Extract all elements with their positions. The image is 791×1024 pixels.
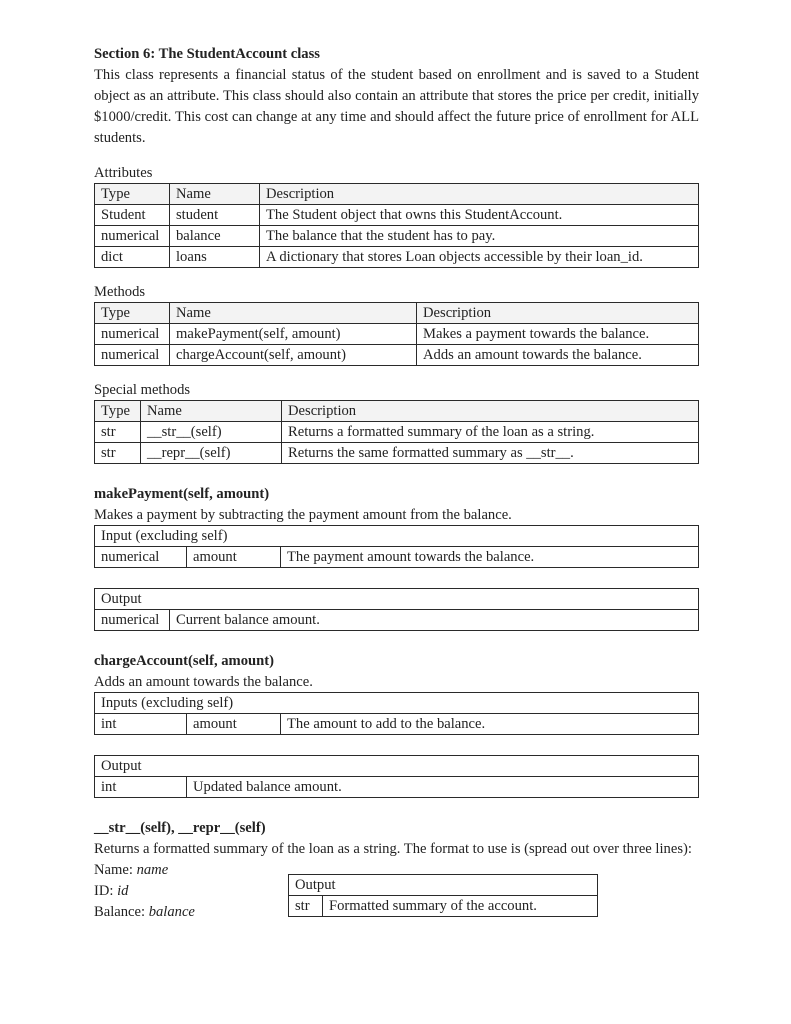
make-payment-description: Makes a payment by subtracting the payment amount from the balance.: [94, 507, 512, 523]
table-cell: The balance that the student has to pay.: [260, 226, 699, 247]
format-key: Name:: [94, 862, 137, 878]
table-row: [95, 547, 699, 568]
section-title: Section 6: The StudentAccount class: [94, 46, 320, 62]
format-key: ID:: [94, 883, 118, 899]
charge-account-description: Adds an amount towards the balance.: [94, 674, 313, 690]
attributes-label: Attributes: [94, 165, 153, 181]
table-cell: The payment amount towards the balance.: [281, 547, 699, 568]
table-row: [95, 443, 699, 464]
table-row: [289, 896, 598, 917]
table-cell: str: [95, 443, 141, 464]
table-cell: Makes a payment towards the balance.: [417, 324, 699, 345]
header-cell: Inputs (excluding self): [95, 693, 699, 714]
header-cell: Description: [417, 303, 699, 324]
table-row: [95, 422, 699, 443]
str-repr-output-table: [288, 874, 598, 917]
table-row: [95, 714, 699, 735]
table-header-row: [95, 184, 699, 205]
header-cell: Type: [95, 303, 170, 324]
charge-account-input-table: [94, 692, 699, 735]
special-methods-table: [94, 400, 699, 464]
methods-table: [94, 302, 699, 366]
table-cell: Returns a formatted summary of the loan as a string.: [282, 422, 699, 443]
table-row: [95, 226, 699, 247]
make-payment-title: makePayment(self, amount): [94, 486, 270, 502]
header-cell: Type: [95, 401, 141, 422]
str-repr-format-block: [94, 860, 699, 924]
header-cell: Input (excluding self): [95, 526, 699, 547]
table-cell: amount: [187, 547, 281, 568]
table-header-row: [95, 303, 699, 324]
table-row: [95, 324, 699, 345]
charge-account-output-table: [94, 755, 699, 798]
table-cell: dict: [95, 247, 170, 268]
table-cell: numerical: [95, 610, 170, 631]
table-row: [95, 777, 699, 798]
table-cell: Adds an amount towards the balance.: [417, 345, 699, 366]
table-cell: A dictionary that stores Loan objects accessible by their loan_id.: [260, 247, 699, 268]
table-cell: int: [95, 714, 187, 735]
format-value: name: [136, 862, 169, 878]
header-cell: Output: [95, 589, 699, 610]
table-row: [95, 610, 699, 631]
format-key: Balance:: [94, 904, 149, 920]
header-cell: Name: [170, 303, 417, 324]
header-cell: Type: [95, 184, 170, 205]
table-cell: Formatted summary of the account.: [323, 896, 598, 917]
table-cell: balance: [170, 226, 260, 247]
str-repr-output-block: [288, 874, 598, 917]
table-row: [95, 345, 699, 366]
charge-account-title: chargeAccount(self, amount): [94, 653, 274, 669]
table-cell: __str__(self): [141, 422, 282, 443]
attributes-table: [94, 183, 699, 268]
table-row: [95, 247, 699, 268]
table-cell: numerical: [95, 226, 170, 247]
header-cell: Output: [95, 756, 699, 777]
table-header-row: [95, 589, 699, 610]
table-header-row: [95, 756, 699, 777]
table-cell: numerical: [95, 547, 187, 568]
table-cell: str: [289, 896, 323, 917]
format-value: id: [117, 883, 129, 899]
str-repr-title: __str__(self), __repr__(self): [94, 820, 266, 836]
table-cell: Updated balance amount.: [187, 777, 699, 798]
table-header-row: [289, 875, 598, 896]
table-cell: The Student object that owns this StudentAccount.: [260, 205, 699, 226]
make-payment-input-table: [94, 525, 699, 568]
table-cell: amount: [187, 714, 281, 735]
header-cell: Name: [141, 401, 282, 422]
table-cell: numerical: [95, 345, 170, 366]
table-cell: loans: [170, 247, 260, 268]
header-cell: Output: [289, 875, 598, 896]
make-payment-output-table: [94, 588, 699, 631]
table-cell: Student: [95, 205, 170, 226]
table-cell: str: [95, 422, 141, 443]
methods-label: Methods: [94, 284, 146, 300]
table-cell: makePayment(self, amount): [170, 324, 417, 345]
table-header-row: [95, 526, 699, 547]
header-cell: Name: [170, 184, 260, 205]
table-cell: chargeAccount(self, amount): [170, 345, 417, 366]
table-row: [95, 205, 699, 226]
document-page: [94, 44, 699, 924]
table-cell: __repr__(self): [141, 443, 282, 464]
table-cell: The amount to add to the balance.: [281, 714, 699, 735]
format-value: balance: [148, 904, 195, 920]
table-header-row: [95, 693, 699, 714]
str-repr-description: Returns a formatted summary of the loan as a string. The format to use is (spread out over three lines):: [94, 841, 692, 857]
section-intro: This class represents a financial status of the student based on enrollment and is saved to a Student object as an attribute. This class should also contain an attribute that stores the price per credit, initially $1000/credit. This cost can change at any time and should affect the future price of enrollment for ALL students.: [94, 67, 699, 146]
table-header-row: [95, 401, 699, 422]
special-methods-label: Special methods: [94, 382, 191, 398]
table-cell: int: [95, 777, 187, 798]
table-cell: Current balance amount.: [170, 610, 699, 631]
table-cell: numerical: [95, 324, 170, 345]
table-cell: Returns the same formatted summary as __str__.: [282, 443, 699, 464]
header-cell: Description: [260, 184, 699, 205]
header-cell: Description: [282, 401, 699, 422]
table-cell: student: [170, 205, 260, 226]
